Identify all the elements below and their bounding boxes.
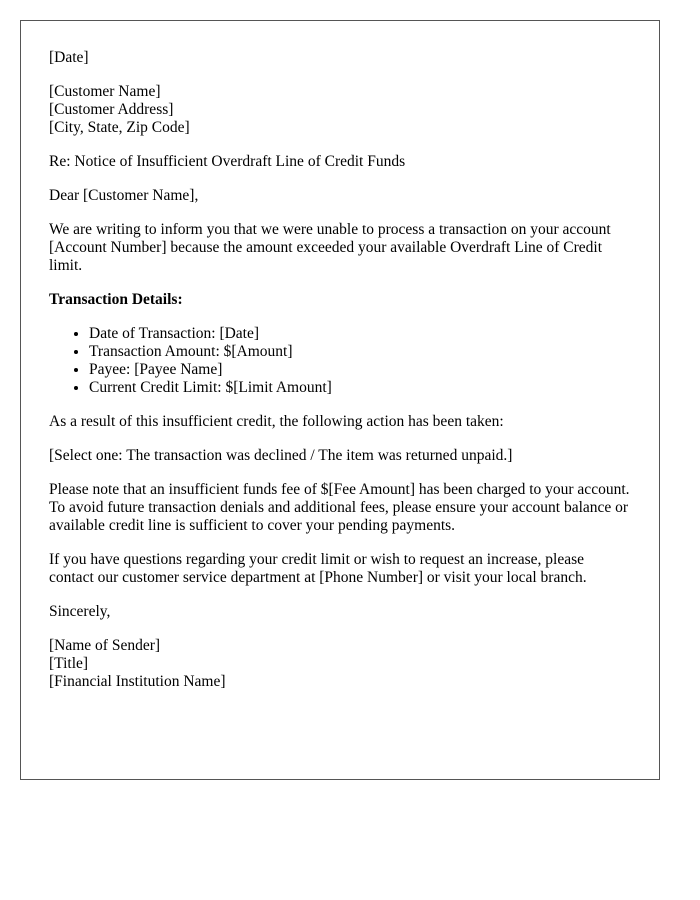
letter-page (20, 20, 660, 780)
contact-paragraph: If you have questions regarding your credit limit or wish to request an increase, please contact our customer service department at [Phone Number] or visit your local branch. (49, 551, 587, 586)
sender-institution: [Financial Institution Name] (49, 673, 226, 690)
details-heading: Transaction Details: (49, 291, 183, 308)
detail-item-payee: • Payee: [Payee Name] (89, 361, 631, 379)
detail-item-limit: • Current Credit Limit: $[Limit Amount] (89, 379, 631, 397)
fee-notice-paragraph: Please note that an insufficient funds fee of $[Fee Amount] has been charged to your account. To avoid future transaction denials and additional fees, please ensure your account balance or available credit line is sufficient to cover your pending payments. (49, 481, 630, 534)
closing: Sincerely, (49, 603, 111, 620)
subject-line: Re: Notice of Insufficient Overdraft Line of Credit Funds (49, 153, 406, 170)
intro-paragraph: We are writing to inform you that we were unable to process a transaction on your account [Account Number] because the amount exceeded your available Overdraft Line of Credit limit. (49, 221, 611, 274)
recipient-block (49, 83, 631, 137)
recipient-address: [Customer Address] (49, 101, 174, 118)
action-paragraph: [Select one: The transaction was declined / The item was returned unpaid.] (49, 447, 513, 464)
detail-item-date: • Date of Transaction: [Date] (89, 325, 631, 343)
sender-name: [Name of Sender] (49, 637, 161, 654)
result-paragraph: As a result of this insufficient credit, the following action has been taken: (49, 413, 504, 430)
sender-title: [Title] (49, 655, 89, 672)
details-list (49, 325, 631, 397)
recipient-name: [Customer Name] (49, 83, 161, 100)
salutation: Dear [Customer Name], (49, 187, 199, 204)
signature-block (49, 637, 631, 691)
recipient-city-state-zip: [City, State, Zip Code] (49, 119, 190, 136)
letter-date: [Date] (49, 49, 89, 66)
detail-item-amount: • Transaction Amount: $[Amount] (89, 343, 631, 361)
